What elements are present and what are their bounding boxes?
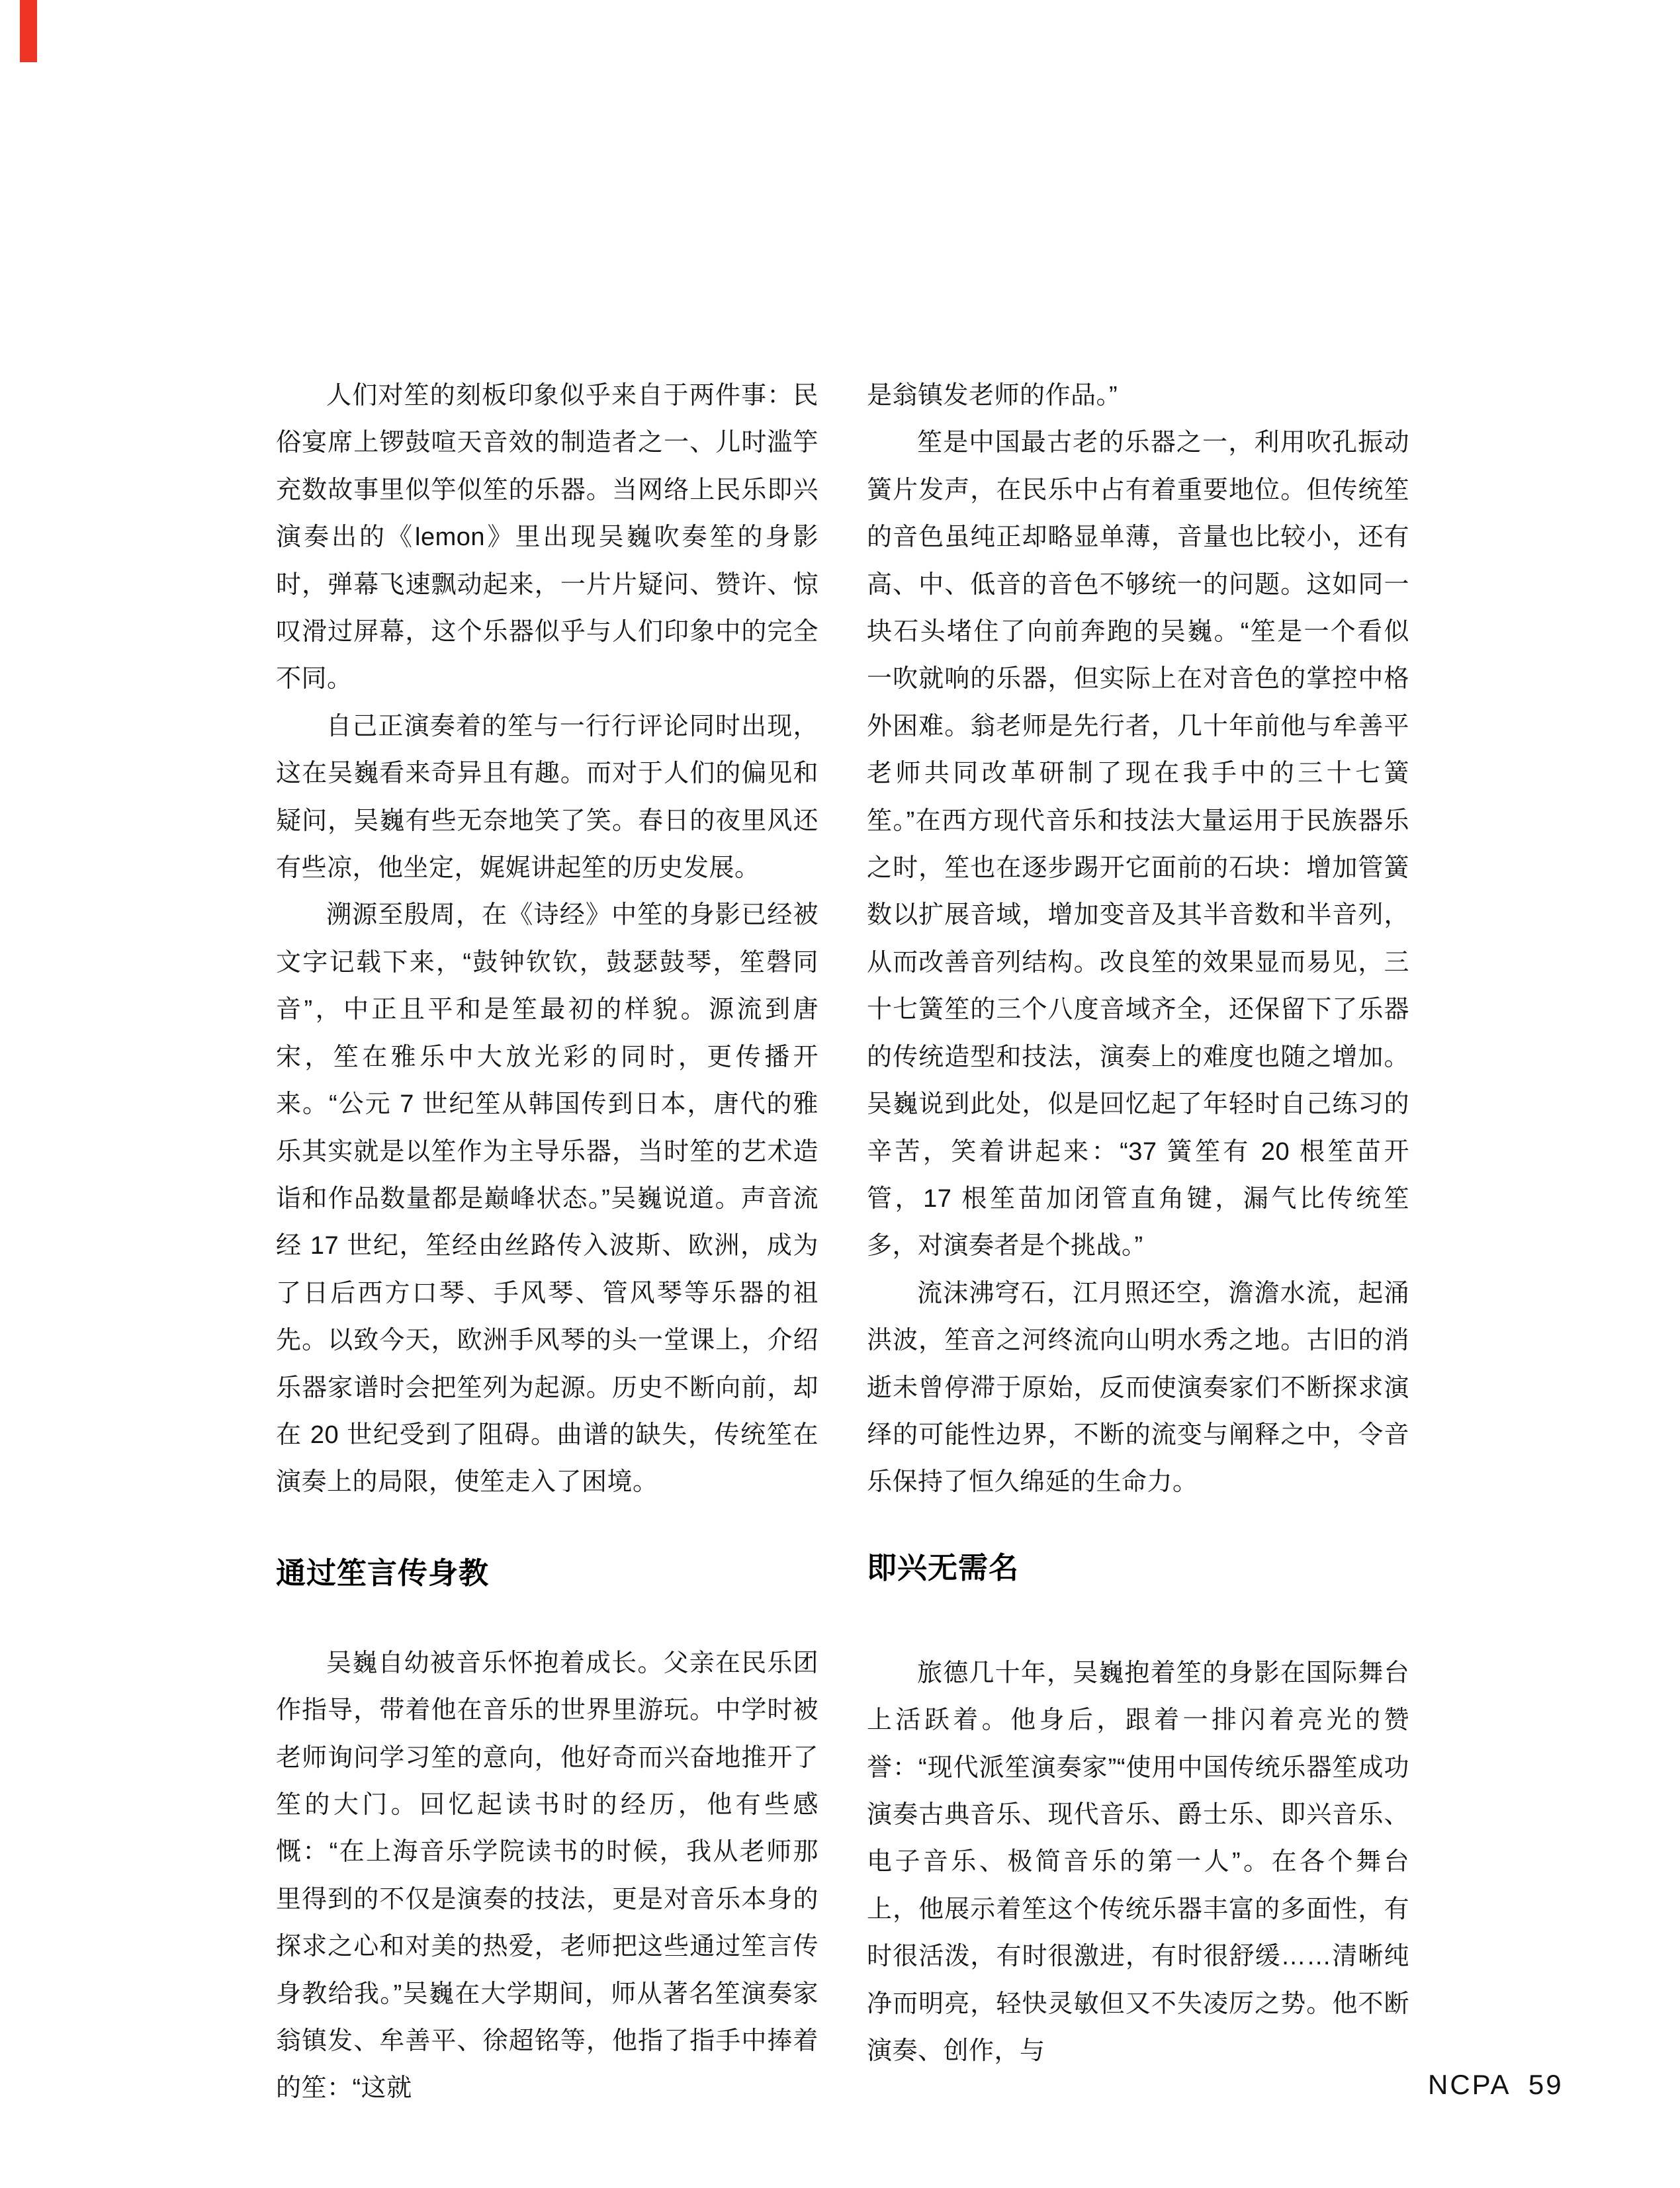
article-paragraph: 人们对笙的刻板印象似乎来自于两件事：民俗宴席上锣鼓喧天音效的制造者之一、儿时滥竽充数故事里似竽似笙的乐器。当网络上民乐即兴演奏出的《lemon》里出现吴巍吹奏笙的身影时，弹幕飞速飘动起来，一片片疑问、赞许、惊叹滑过屏幕，这个乐器似乎与人们印象中的完全不同。 xyxy=(276,382,818,693)
left-text-column xyxy=(276,0,818,2113)
article-paragraph: 旅德几十年，吴巍抱着笙的身影在国际舞台上活跃着。他身后，跟着一排闪着亮光的赞誉：“现代派笙演奏家”“使用中国传统乐器笙成功演奏古典音乐、现代音乐、爵士乐、即兴音乐、电子音乐、极简音乐的第一人”。在各个舞台上，他展示着笙这个传统乐器丰富的多面性，有时很活泼，有时很激进，有时很舒缓……清晰纯净而明亮，轻快灵敏但又不失凌厉之势。他不断演奏、创作，与 xyxy=(867,1659,1409,2065)
red-corner-mark xyxy=(20,0,37,62)
article-paragraph-continuation: 是翁镇发老师的作品。” xyxy=(867,382,1118,410)
article-paragraph: 吴巍自幼被音乐怀抱着成长。父亲在民乐团作指导，带着他在音乐的世界里游玩。中学时被老师询问学习笙的意向，他好奇而兴奋地推开了笙的大门。回忆起读书时的经历，他有些感慨：“在上海音乐学院读书的时候，我从老师那里得到的不仅是演奏的技法，更是对音乐本身的探求之心和对美的热爱，老师把这些通过笙言传身教给我。”吴巍在大学期间，师从著名笙演奏家翁镇发、牟善平、徐超铭等，他指了指手中捧着的笙：“这就 xyxy=(276,1649,818,2103)
page-number: NCPA 59 xyxy=(1428,2069,1564,2100)
article-paragraph: 笙是中国最古老的乐器之一，利用吹孔振动簧片发声，在民乐中占有着重要地位。但传统笙的音色虽纯正却略显单薄，音量也比较小，还有高、中、低音的音色不够统一的问题。这如同一块石头堵住了向前奔跑的吴巍。“笙是一个看似一吹就响的乐器，但实际上在对音色的掌控中格外困难。翁老师是先行者，几十年前他与牟善平老师共同改革研制了现在我手中的三十七簧笙。”在西方现代音乐和技法大量运用于民族器乐之时，笙也在逐步踢开它面前的石块：增加管簧数以扩展音域，增加变音及其半音数和半音列，从而改善音列结构。改良笙的效果显而易见，三十七簧笙的三个八度音域齐全，还保留下了乐器的传统造型和技法，演奏上的难度也随之增加。吴巍说到此处，似是回忆起了年轻时自己练习的辛苦，笑着讲起来：“37 簧笙有 20 根笙苗开管，17 根笙苗加闭管直角键，漏气比传统笙多，对演奏者是个挑战。” xyxy=(867,429,1409,1260)
section-heading-teaching-through-sheng: 通过笙言传身教 xyxy=(276,1555,490,1590)
article-body xyxy=(276,0,1409,2113)
right-text-column xyxy=(867,0,1409,2075)
section-heading-improvisation-needs-no-name: 即兴无需名 xyxy=(867,1550,1020,1585)
article-paragraph: 自己正演奏着的笙与一行行评论同时出现，这在吴巍看来奇异且有趣。而对于人们的偏见和疑问，吴巍有些无奈地笑了笑。春日的夜里风还有些凉，他坐定，娓娓讲起笙的历史发展。 xyxy=(276,712,818,883)
article-paragraph: 流沫沸穹石，江月照还空，澹澹水流，起涌洪波，笙音之河终流向山明水秀之地。古旧的消逝未曾停滞于原始，反而使演奏家们不断探求演绎的可能性边界，不断的流变与阐释之中，令音乐保持了恒久绵延的生命力。 xyxy=(867,1279,1409,1497)
article-paragraph: 溯源至殷周，在《诗经》中笙的身影已经被文字记载下来，“鼓钟钦钦，鼓瑟鼓琴，笙磬同音”，中正且平和是笙最初的样貌。源流到唐宋，笙在雅乐中大放光彩的同时，更传播开来。“公元 7 世纪笙从韩国传到日本，唐代的雅乐其实就是以笙作为主导乐器，当时笙的艺术造诣和作品数量都是巅峰状态。”吴巍说道。声音流经 17 世纪，笙经由丝路传入波斯、欧洲，成为了日后西方口琴、手风琴、管风琴等乐器的祖先。以致今天，欧洲手风琴的头一堂课上，介绍乐器家谱时会把笙列为起源。历史不断向前，却在 20 世纪受到了阻碍。曲谱的缺失，传统笙在演奏上的局限，使笙走入了困境。 xyxy=(276,901,818,1497)
